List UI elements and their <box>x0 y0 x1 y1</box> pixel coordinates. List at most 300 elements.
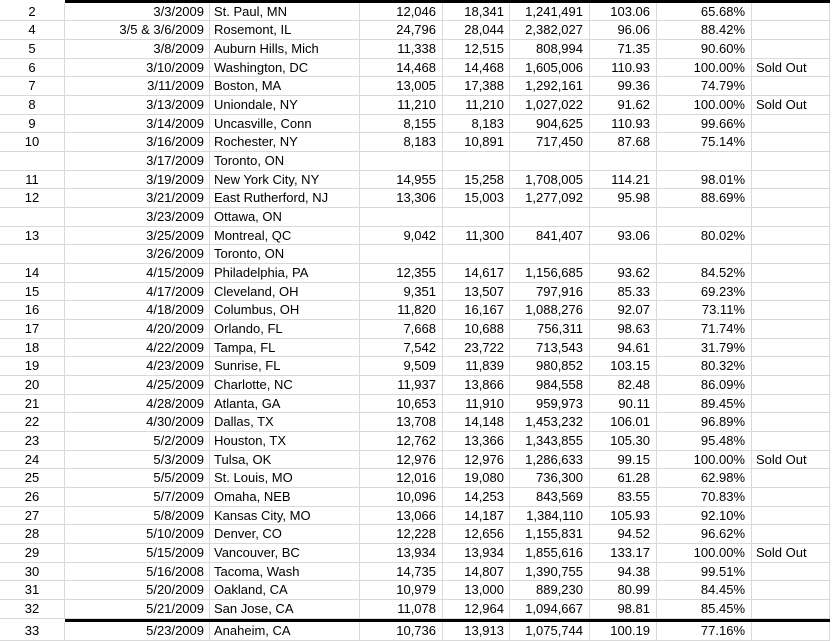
cell-row-number[interactable]: 19 <box>0 357 65 376</box>
cell-gross[interactable]: 1,605,006 <box>510 59 590 78</box>
cell-sold-out-note[interactable] <box>752 376 830 395</box>
cell-average-ticket-price[interactable]: 93.06 <box>590 227 657 246</box>
cell-gross[interactable]: 797,916 <box>510 283 590 302</box>
cell-city[interactable]: East Rutherford, NJ <box>210 189 360 208</box>
cell-attendance[interactable]: 9,509 <box>360 357 443 376</box>
cell-gross[interactable]: 889,230 <box>510 581 590 600</box>
cell-attendance[interactable]: 9,351 <box>360 283 443 302</box>
cell-gross[interactable]: 1,156,685 <box>510 264 590 283</box>
cell-average-ticket-price[interactable]: 87.68 <box>590 133 657 152</box>
cell-date[interactable]: 3/21/2009 <box>65 189 210 208</box>
cell-date[interactable]: 3/17/2009 <box>65 152 210 171</box>
cell-gross[interactable]: 904,625 <box>510 115 590 134</box>
cell-average-ticket-price[interactable]: 98.81 <box>590 600 657 619</box>
cell-city[interactable]: Vancouver, BC <box>210 544 360 563</box>
cell-city[interactable]: Tulsa, OK <box>210 451 360 470</box>
cell-gross[interactable]: 1,088,276 <box>510 301 590 320</box>
cell-sold-out-note[interactable] <box>752 227 830 246</box>
cell-percent-sold[interactable]: 75.14% <box>657 133 752 152</box>
cell-percent-sold[interactable] <box>657 208 752 227</box>
cell-percent-sold[interactable]: 85.45% <box>657 600 752 619</box>
cell-date[interactable]: 3/23/2009 <box>65 208 210 227</box>
cell-capacity[interactable]: 13,507 <box>443 283 510 302</box>
cell-gross[interactable] <box>510 152 590 171</box>
cell-date[interactable]: 5/15/2009 <box>65 544 210 563</box>
cell-city[interactable]: Sunrise, FL <box>210 357 360 376</box>
cell-capacity[interactable]: 18,341 <box>443 3 510 22</box>
cell-percent-sold[interactable]: 84.52% <box>657 264 752 283</box>
cell-date[interactable]: 3/5 & 3/6/2009 <box>65 21 210 40</box>
cell-date[interactable]: 4/18/2009 <box>65 301 210 320</box>
cell-sold-out-note[interactable] <box>752 133 830 152</box>
cell-gross[interactable]: 1,390,755 <box>510 563 590 582</box>
cell-sold-out-note[interactable] <box>752 3 830 22</box>
cell-gross[interactable]: 1,094,667 <box>510 600 590 619</box>
cell-gross[interactable]: 2,382,027 <box>510 21 590 40</box>
cell-city[interactable]: Rochester, NY <box>210 133 360 152</box>
cell-average-ticket-price[interactable]: 133.17 <box>590 544 657 563</box>
cell-city[interactable]: Montreal, QC <box>210 227 360 246</box>
cell-average-ticket-price[interactable] <box>590 152 657 171</box>
cell-percent-sold[interactable]: 73.11% <box>657 301 752 320</box>
cell-city[interactable]: Auburn Hills, Mich <box>210 40 360 59</box>
cell-attendance[interactable]: 12,016 <box>360 469 443 488</box>
cell-attendance[interactable]: 11,937 <box>360 376 443 395</box>
cell-date[interactable]: 5/23/2009 <box>65 622 210 641</box>
cell-percent-sold[interactable]: 99.51% <box>657 563 752 582</box>
cell-average-ticket-price[interactable]: 83.55 <box>590 488 657 507</box>
cell-percent-sold[interactable]: 92.10% <box>657 507 752 526</box>
cell-percent-sold[interactable]: 80.32% <box>657 357 752 376</box>
cell-capacity[interactable]: 14,468 <box>443 59 510 78</box>
cell-average-ticket-price[interactable] <box>590 208 657 227</box>
cell-city[interactable]: Rosemont, IL <box>210 21 360 40</box>
cell-date[interactable]: 5/7/2009 <box>65 488 210 507</box>
cell-date[interactable]: 4/22/2009 <box>65 339 210 358</box>
cell-sold-out-note[interactable] <box>752 208 830 227</box>
cell-date[interactable]: 4/15/2009 <box>65 264 210 283</box>
cell-row-number[interactable]: 12 <box>0 189 65 208</box>
cell-percent-sold[interactable]: 65.68% <box>657 3 752 22</box>
cell-date[interactable]: 4/23/2009 <box>65 357 210 376</box>
cell-percent-sold[interactable]: 70.83% <box>657 488 752 507</box>
cell-gross[interactable]: 1,277,092 <box>510 189 590 208</box>
cell-attendance[interactable]: 11,820 <box>360 301 443 320</box>
cell-row-number[interactable]: 26 <box>0 488 65 507</box>
cell-percent-sold[interactable]: 74.79% <box>657 77 752 96</box>
cell-capacity[interactable]: 14,617 <box>443 264 510 283</box>
cell-row-number[interactable]: 15 <box>0 283 65 302</box>
cell-attendance[interactable]: 11,338 <box>360 40 443 59</box>
cell-city[interactable]: Cleveland, OH <box>210 283 360 302</box>
cell-percent-sold[interactable]: 88.69% <box>657 189 752 208</box>
cell-sold-out-note[interactable] <box>752 488 830 507</box>
cell-capacity[interactable]: 13,913 <box>443 622 510 641</box>
cell-capacity[interactable]: 15,258 <box>443 171 510 190</box>
cell-average-ticket-price[interactable]: 105.93 <box>590 507 657 526</box>
cell-capacity[interactable]: 15,003 <box>443 189 510 208</box>
cell-attendance[interactable]: 7,542 <box>360 339 443 358</box>
cell-sold-out-note[interactable] <box>752 77 830 96</box>
cell-sold-out-note[interactable] <box>752 413 830 432</box>
cell-sold-out-note[interactable] <box>752 563 830 582</box>
cell-city[interactable]: Oakland, CA <box>210 581 360 600</box>
cell-sold-out-note[interactable]: Sold Out <box>752 451 830 470</box>
cell-row-number[interactable]: 20 <box>0 376 65 395</box>
cell-city[interactable]: Columbus, OH <box>210 301 360 320</box>
cell-percent-sold[interactable]: 86.09% <box>657 376 752 395</box>
cell-gross[interactable]: 756,311 <box>510 320 590 339</box>
cell-sold-out-note[interactable]: Sold Out <box>752 544 830 563</box>
cell-capacity[interactable]: 14,148 <box>443 413 510 432</box>
cell-average-ticket-price[interactable]: 110.93 <box>590 59 657 78</box>
cell-city[interactable]: San Jose, CA <box>210 600 360 619</box>
cell-percent-sold[interactable]: 84.45% <box>657 581 752 600</box>
cell-gross[interactable]: 1,343,855 <box>510 432 590 451</box>
cell-average-ticket-price[interactable]: 99.36 <box>590 77 657 96</box>
cell-attendance[interactable]: 8,183 <box>360 133 443 152</box>
cell-date[interactable]: 3/10/2009 <box>65 59 210 78</box>
cell-date[interactable]: 3/14/2009 <box>65 115 210 134</box>
cell-row-number[interactable]: 6 <box>0 59 65 78</box>
cell-average-ticket-price[interactable]: 91.62 <box>590 96 657 115</box>
cell-capacity[interactable]: 12,964 <box>443 600 510 619</box>
cell-city[interactable]: New York City, NY <box>210 171 360 190</box>
cell-row-number[interactable]: 30 <box>0 563 65 582</box>
cell-row-number[interactable]: 23 <box>0 432 65 451</box>
cell-average-ticket-price[interactable]: 105.30 <box>590 432 657 451</box>
cell-city[interactable]: Boston, MA <box>210 77 360 96</box>
cell-percent-sold[interactable]: 88.42% <box>657 21 752 40</box>
cell-percent-sold[interactable]: 98.01% <box>657 171 752 190</box>
cell-percent-sold[interactable]: 77.16% <box>657 622 752 641</box>
cell-sold-out-note[interactable] <box>752 21 830 40</box>
cell-sold-out-note[interactable] <box>752 301 830 320</box>
cell-percent-sold[interactable]: 100.00% <box>657 59 752 78</box>
cell-average-ticket-price[interactable]: 71.35 <box>590 40 657 59</box>
cell-date[interactable]: 5/21/2009 <box>65 600 210 619</box>
cell-attendance[interactable]: 14,735 <box>360 563 443 582</box>
cell-sold-out-note[interactable]: Sold Out <box>752 96 830 115</box>
cell-row-number[interactable]: 10 <box>0 133 65 152</box>
cell-attendance[interactable]: 11,210 <box>360 96 443 115</box>
cell-city[interactable]: Tampa, FL <box>210 339 360 358</box>
cell-city[interactable]: Orlando, FL <box>210 320 360 339</box>
cell-date[interactable]: 5/2/2009 <box>65 432 210 451</box>
cell-percent-sold[interactable]: 31.79% <box>657 339 752 358</box>
cell-sold-out-note[interactable] <box>752 339 830 358</box>
cell-attendance[interactable]: 7,668 <box>360 320 443 339</box>
cell-row-number[interactable]: 14 <box>0 264 65 283</box>
cell-row-number[interactable]: 27 <box>0 507 65 526</box>
cell-gross[interactable]: 1,155,831 <box>510 525 590 544</box>
cell-percent-sold[interactable]: 69.23% <box>657 283 752 302</box>
cell-percent-sold[interactable]: 96.62% <box>657 525 752 544</box>
cell-capacity[interactable]: 19,080 <box>443 469 510 488</box>
cell-row-number[interactable]: 31 <box>0 581 65 600</box>
cell-attendance[interactable] <box>360 208 443 227</box>
cell-date[interactable]: 3/19/2009 <box>65 171 210 190</box>
cell-date[interactable]: 5/16/2008 <box>65 563 210 582</box>
cell-sold-out-note[interactable] <box>752 432 830 451</box>
cell-row-number[interactable]: 33 <box>0 622 65 641</box>
cell-date[interactable]: 3/25/2009 <box>65 227 210 246</box>
cell-percent-sold[interactable] <box>657 245 752 264</box>
cell-date[interactable]: 3/16/2009 <box>65 133 210 152</box>
cell-row-number[interactable]: 11 <box>0 171 65 190</box>
cell-percent-sold[interactable]: 80.02% <box>657 227 752 246</box>
cell-gross[interactable] <box>510 245 590 264</box>
cell-gross[interactable]: 1,292,161 <box>510 77 590 96</box>
cell-percent-sold[interactable]: 96.89% <box>657 413 752 432</box>
cell-capacity[interactable]: 11,300 <box>443 227 510 246</box>
cell-date[interactable]: 3/3/2009 <box>65 3 210 22</box>
cell-capacity[interactable] <box>443 152 510 171</box>
cell-row-number[interactable] <box>0 208 65 227</box>
cell-row-number[interactable]: 24 <box>0 451 65 470</box>
cell-gross[interactable] <box>510 208 590 227</box>
cell-capacity[interactable]: 16,167 <box>443 301 510 320</box>
cell-capacity[interactable]: 8,183 <box>443 115 510 134</box>
cell-average-ticket-price[interactable]: 95.98 <box>590 189 657 208</box>
cell-attendance[interactable]: 13,005 <box>360 77 443 96</box>
cell-gross[interactable]: 984,558 <box>510 376 590 395</box>
cell-gross[interactable]: 959,973 <box>510 395 590 414</box>
cell-average-ticket-price[interactable]: 103.06 <box>590 3 657 22</box>
cell-average-ticket-price[interactable]: 114.21 <box>590 171 657 190</box>
cell-percent-sold[interactable]: 99.66% <box>657 115 752 134</box>
cell-date[interactable]: 5/10/2009 <box>65 525 210 544</box>
cell-capacity[interactable] <box>443 245 510 264</box>
cell-row-number[interactable]: 5 <box>0 40 65 59</box>
cell-sold-out-note[interactable] <box>752 115 830 134</box>
cell-row-number[interactable]: 7 <box>0 77 65 96</box>
cell-average-ticket-price[interactable]: 93.62 <box>590 264 657 283</box>
cell-city[interactable]: Omaha, NEB <box>210 488 360 507</box>
cell-capacity[interactable]: 13,934 <box>443 544 510 563</box>
cell-attendance[interactable] <box>360 152 443 171</box>
cell-average-ticket-price[interactable]: 96.06 <box>590 21 657 40</box>
cell-attendance[interactable]: 14,955 <box>360 171 443 190</box>
cell-sold-out-note[interactable] <box>752 469 830 488</box>
cell-attendance[interactable]: 24,796 <box>360 21 443 40</box>
cell-capacity[interactable]: 11,839 <box>443 357 510 376</box>
cell-city[interactable]: St. Louis, MO <box>210 469 360 488</box>
cell-average-ticket-price[interactable]: 90.11 <box>590 395 657 414</box>
cell-capacity[interactable]: 17,388 <box>443 77 510 96</box>
cell-gross[interactable]: 808,994 <box>510 40 590 59</box>
cell-gross[interactable]: 1,075,744 <box>510 622 590 641</box>
cell-capacity[interactable]: 12,976 <box>443 451 510 470</box>
cell-sold-out-note[interactable] <box>752 40 830 59</box>
cell-attendance[interactable]: 13,934 <box>360 544 443 563</box>
cell-gross[interactable]: 1,453,232 <box>510 413 590 432</box>
cell-row-number[interactable]: 13 <box>0 227 65 246</box>
cell-row-number[interactable]: 2 <box>0 3 65 22</box>
cell-gross[interactable]: 1,286,633 <box>510 451 590 470</box>
cell-attendance[interactable]: 10,096 <box>360 488 443 507</box>
cell-city[interactable]: St. Paul, MN <box>210 3 360 22</box>
cell-average-ticket-price[interactable]: 110.93 <box>590 115 657 134</box>
cell-attendance[interactable]: 12,355 <box>360 264 443 283</box>
cell-row-number[interactable]: 4 <box>0 21 65 40</box>
cell-percent-sold[interactable]: 90.60% <box>657 40 752 59</box>
cell-attendance[interactable]: 10,979 <box>360 581 443 600</box>
cell-percent-sold[interactable]: 95.48% <box>657 432 752 451</box>
cell-percent-sold[interactable]: 71.74% <box>657 320 752 339</box>
cell-city[interactable]: Dallas, TX <box>210 413 360 432</box>
cell-capacity[interactable]: 11,210 <box>443 96 510 115</box>
cell-capacity[interactable]: 13,366 <box>443 432 510 451</box>
cell-capacity[interactable]: 12,515 <box>443 40 510 59</box>
cell-capacity[interactable] <box>443 208 510 227</box>
cell-date[interactable]: 5/20/2009 <box>65 581 210 600</box>
cell-average-ticket-price[interactable]: 94.61 <box>590 339 657 358</box>
cell-gross[interactable]: 713,543 <box>510 339 590 358</box>
cell-city[interactable]: Anaheim, CA <box>210 622 360 641</box>
cell-attendance[interactable]: 12,976 <box>360 451 443 470</box>
cell-sold-out-note[interactable] <box>752 622 830 641</box>
cell-sold-out-note[interactable] <box>752 152 830 171</box>
cell-row-number[interactable]: 17 <box>0 320 65 339</box>
cell-sold-out-note[interactable]: Sold Out <box>752 59 830 78</box>
cell-row-number[interactable]: 28 <box>0 525 65 544</box>
cell-attendance[interactable]: 13,066 <box>360 507 443 526</box>
cell-attendance[interactable]: 12,046 <box>360 3 443 22</box>
cell-attendance[interactable]: 13,708 <box>360 413 443 432</box>
cell-sold-out-note[interactable] <box>752 189 830 208</box>
cell-gross[interactable]: 1,855,616 <box>510 544 590 563</box>
cell-attendance[interactable]: 11,078 <box>360 600 443 619</box>
cell-city[interactable]: Uniondale, NY <box>210 96 360 115</box>
cell-sold-out-note[interactable] <box>752 507 830 526</box>
cell-capacity[interactable]: 14,253 <box>443 488 510 507</box>
cell-percent-sold[interactable]: 89.45% <box>657 395 752 414</box>
cell-city[interactable]: Toronto, ON <box>210 245 360 264</box>
cell-average-ticket-price[interactable]: 61.28 <box>590 469 657 488</box>
cell-capacity[interactable]: 28,044 <box>443 21 510 40</box>
cell-capacity[interactable]: 10,891 <box>443 133 510 152</box>
cell-sold-out-note[interactable] <box>752 581 830 600</box>
cell-sold-out-note[interactable] <box>752 320 830 339</box>
cell-row-number[interactable]: 22 <box>0 413 65 432</box>
cell-average-ticket-price[interactable]: 80.99 <box>590 581 657 600</box>
cell-gross[interactable]: 1,241,491 <box>510 3 590 22</box>
cell-sold-out-note[interactable] <box>752 600 830 619</box>
cell-row-number[interactable]: 9 <box>0 115 65 134</box>
cell-capacity[interactable]: 13,866 <box>443 376 510 395</box>
cell-average-ticket-price[interactable] <box>590 245 657 264</box>
cell-attendance[interactable]: 12,228 <box>360 525 443 544</box>
cell-row-number[interactable]: 18 <box>0 339 65 358</box>
cell-date[interactable]: 3/8/2009 <box>65 40 210 59</box>
cell-city[interactable]: Toronto, ON <box>210 152 360 171</box>
cell-date[interactable]: 4/30/2009 <box>65 413 210 432</box>
cell-gross[interactable]: 1,708,005 <box>510 171 590 190</box>
cell-attendance[interactable]: 13,306 <box>360 189 443 208</box>
cell-gross[interactable]: 980,852 <box>510 357 590 376</box>
cell-date[interactable]: 4/17/2009 <box>65 283 210 302</box>
cell-gross[interactable]: 841,407 <box>510 227 590 246</box>
cell-attendance[interactable]: 9,042 <box>360 227 443 246</box>
cell-sold-out-note[interactable] <box>752 357 830 376</box>
cell-city[interactable]: Uncasville, Conn <box>210 115 360 134</box>
cell-capacity[interactable]: 11,910 <box>443 395 510 414</box>
cell-date[interactable]: 3/13/2009 <box>65 96 210 115</box>
cell-city[interactable]: Washington, DC <box>210 59 360 78</box>
cell-gross[interactable]: 1,384,110 <box>510 507 590 526</box>
cell-capacity[interactable]: 14,187 <box>443 507 510 526</box>
cell-average-ticket-price[interactable]: 82.48 <box>590 376 657 395</box>
cell-city[interactable]: Philadelphia, PA <box>210 264 360 283</box>
cell-row-number[interactable] <box>0 152 65 171</box>
cell-date[interactable]: 5/8/2009 <box>65 507 210 526</box>
cell-city[interactable]: Houston, TX <box>210 432 360 451</box>
cell-capacity[interactable]: 10,688 <box>443 320 510 339</box>
cell-row-number[interactable]: 21 <box>0 395 65 414</box>
cell-percent-sold[interactable]: 62.98% <box>657 469 752 488</box>
cell-sold-out-note[interactable] <box>752 395 830 414</box>
cell-average-ticket-price[interactable]: 98.63 <box>590 320 657 339</box>
cell-percent-sold[interactable]: 100.00% <box>657 96 752 115</box>
cell-attendance[interactable]: 10,653 <box>360 395 443 414</box>
cell-average-ticket-price[interactable]: 100.19 <box>590 622 657 641</box>
cell-average-ticket-price[interactable]: 106.01 <box>590 413 657 432</box>
cell-percent-sold[interactable]: 100.00% <box>657 451 752 470</box>
cell-capacity[interactable]: 13,000 <box>443 581 510 600</box>
cell-date[interactable]: 3/26/2009 <box>65 245 210 264</box>
cell-attendance[interactable]: 10,736 <box>360 622 443 641</box>
cell-average-ticket-price[interactable]: 85.33 <box>590 283 657 302</box>
cell-average-ticket-price[interactable]: 94.52 <box>590 525 657 544</box>
cell-city[interactable]: Ottawa, ON <box>210 208 360 227</box>
cell-city[interactable]: Atlanta, GA <box>210 395 360 414</box>
cell-city[interactable]: Charlotte, NC <box>210 376 360 395</box>
cell-capacity[interactable]: 12,656 <box>443 525 510 544</box>
cell-attendance[interactable]: 14,468 <box>360 59 443 78</box>
cell-capacity[interactable]: 23,722 <box>443 339 510 358</box>
cell-average-ticket-price[interactable]: 103.15 <box>590 357 657 376</box>
cell-date[interactable]: 4/25/2009 <box>65 376 210 395</box>
cell-sold-out-note[interactable] <box>752 171 830 190</box>
cell-row-number[interactable]: 16 <box>0 301 65 320</box>
cell-gross[interactable]: 717,450 <box>510 133 590 152</box>
cell-gross[interactable]: 843,569 <box>510 488 590 507</box>
cell-capacity[interactable]: 14,807 <box>443 563 510 582</box>
cell-attendance[interactable]: 8,155 <box>360 115 443 134</box>
cell-row-number[interactable]: 32 <box>0 600 65 619</box>
cell-percent-sold[interactable]: 100.00% <box>657 544 752 563</box>
cell-date[interactable]: 5/5/2009 <box>65 469 210 488</box>
cell-attendance[interactable] <box>360 245 443 264</box>
cell-average-ticket-price[interactable]: 94.38 <box>590 563 657 582</box>
cell-city[interactable]: Kansas City, MO <box>210 507 360 526</box>
cell-attendance[interactable]: 12,762 <box>360 432 443 451</box>
cell-row-number[interactable]: 8 <box>0 96 65 115</box>
cell-city[interactable]: Tacoma, Wash <box>210 563 360 582</box>
cell-percent-sold[interactable] <box>657 152 752 171</box>
cell-sold-out-note[interactable] <box>752 264 830 283</box>
cell-average-ticket-price[interactable]: 92.07 <box>590 301 657 320</box>
cell-gross[interactable]: 736,300 <box>510 469 590 488</box>
cell-average-ticket-price[interactable]: 99.15 <box>590 451 657 470</box>
cell-date[interactable]: 3/11/2009 <box>65 77 210 96</box>
cell-sold-out-note[interactable] <box>752 283 830 302</box>
cell-city[interactable]: Denver, CO <box>210 525 360 544</box>
cell-sold-out-note[interactable] <box>752 245 830 264</box>
cell-date[interactable]: 4/20/2009 <box>65 320 210 339</box>
cell-row-number[interactable]: 29 <box>0 544 65 563</box>
